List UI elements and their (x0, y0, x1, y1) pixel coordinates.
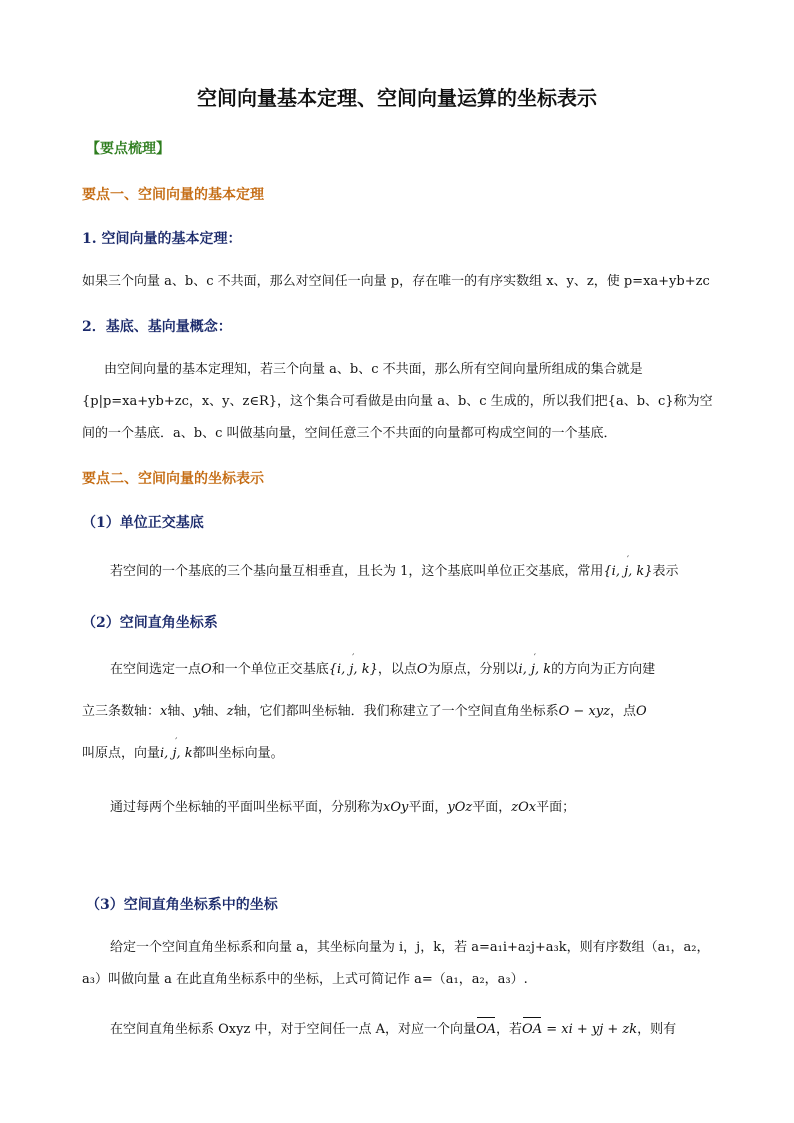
coordinate-planes-line (110, 798, 575, 818)
basis-vectors-formula: ′ i, j, k (160, 744, 193, 764)
vector-oa: OA (476, 1020, 496, 1040)
vector-oa: OA (522, 1020, 542, 1040)
text-segment: 轴、 (167, 704, 194, 719)
basis-vectors-formula: ′ i, j, k (519, 660, 552, 680)
basis-paragraph-line2: {p|p=xa+yb+zc，x、y、z∈R}，这个集合可看做是由向量 a、b、c 生成的，所以我们把{a、b、c}称为空 (82, 394, 713, 409)
text-segment: 平面； (536, 800, 576, 815)
text-segment: ，则有 (637, 1022, 677, 1037)
coordinates-line2: a₃）叫做向量 a 在此直角坐标系中的坐标，上式可简记作 a=（a₁，a₂，a₃）. (82, 972, 528, 987)
text-segment: 立三条数轴： (82, 704, 161, 719)
text-segment: 和一个单位正交基底 (211, 662, 329, 677)
basis-vectors-formula: ′ {i, j, k} (329, 660, 378, 680)
unit-orthogonal-basis-text (110, 562, 679, 582)
math-symbol: xOy (383, 800, 409, 815)
coordinates-line1: 给定一个空间直角坐标系和向量 a，其坐标向量为 i，j，k，若 a=a₁i+a₂j+a₃k，则有序数组（a₁，a₂， (110, 940, 710, 955)
text-segment: 表示 (652, 564, 679, 579)
text-segment: 在空间选定一点 (110, 662, 202, 677)
text-segment: 轴，它们都叫坐标轴．我们称建立了一个空间直角坐标系 (233, 704, 559, 719)
unit-orthogonal-basis-heading: （1）单位正交基底 (82, 515, 204, 531)
section1-heading: 要点一、空间向量的基本定理 (82, 187, 264, 203)
text-segment: 通过每两个坐标轴的平面叫坐标平面，分别称为 (110, 800, 384, 815)
text-segment: 叫原点，向量 (82, 746, 161, 761)
math-symbol: y (193, 704, 201, 719)
section1-sub2-heading: 2．基底、基向量概念： (82, 319, 232, 335)
section2-heading: 要点二、空间向量的坐标表示 (82, 471, 264, 487)
math-symbol: O − xyz (558, 704, 610, 719)
theorem-statement: 如果三个向量 a、b、c 不共面，那么对空间任一向量 p，存在唯一的有序实数组 x、y、z，使 p=xa+yb+zc (82, 274, 710, 289)
coordinates-heading: （3）空间直角坐标系中的坐标 (86, 897, 278, 913)
basis-paragraph-line1: 由空间向量的基本定理知，若三个向量 a、b、c 不共面，那么所有空间向量所组成的集合就是 (104, 362, 643, 377)
math-symbol: zOx (511, 800, 537, 815)
key-points-tag: 【要点梳理】 (86, 141, 170, 157)
math-symbol: z (226, 704, 234, 719)
math-symbol: x (160, 704, 168, 719)
text-segment: 为原点，分别以 (427, 662, 519, 677)
math-symbol: yOz (447, 800, 473, 815)
coordinate-system-line1 (110, 660, 655, 680)
basis-paragraph-line3: 间的一个基底．a、b、c 叫做基向量，空间任意三个不共面的向量都可构成空间的一个基底． (82, 426, 617, 441)
text-segment: 平面， (472, 800, 512, 815)
coordinate-system-line3 (82, 744, 284, 764)
coordinate-system-heading: （2）空间直角坐标系 (82, 615, 218, 631)
text-segment: ，若 (496, 1022, 523, 1037)
text-segment: ，点 (609, 704, 636, 719)
section1-sub1-heading: 1. 空间向量的基本定理： (82, 231, 242, 247)
text-segment: 若空间的一个基底的三个基向量互相垂直，且长为 1，这个基底叫单位正交基底，常用 (110, 564, 604, 579)
coordinate-system-line2 (82, 702, 647, 722)
text-segment: 在空间直角坐标系 Oxyz 中，对于空间任一点 A，对应一个向量 (110, 1022, 476, 1037)
coordinates-line3 (110, 1020, 676, 1040)
text-segment: 轴、 (200, 704, 227, 719)
text-segment: 平面， (408, 800, 448, 815)
basis-vectors-formula: ′ {i, j, k} (603, 562, 652, 582)
page-title: 空间向量基本定理、空间向量运算的坐标表示 (197, 86, 597, 110)
math-formula: = xi + yj + zk (542, 1022, 638, 1037)
text-segment: 都叫坐标向量。 (192, 746, 284, 761)
text-segment: ，以点 (377, 662, 417, 677)
text-segment: 的方向为正方向建 (551, 662, 656, 677)
math-symbol: O (635, 704, 647, 719)
math-symbol: O (416, 662, 428, 677)
math-symbol: O (201, 662, 212, 677)
